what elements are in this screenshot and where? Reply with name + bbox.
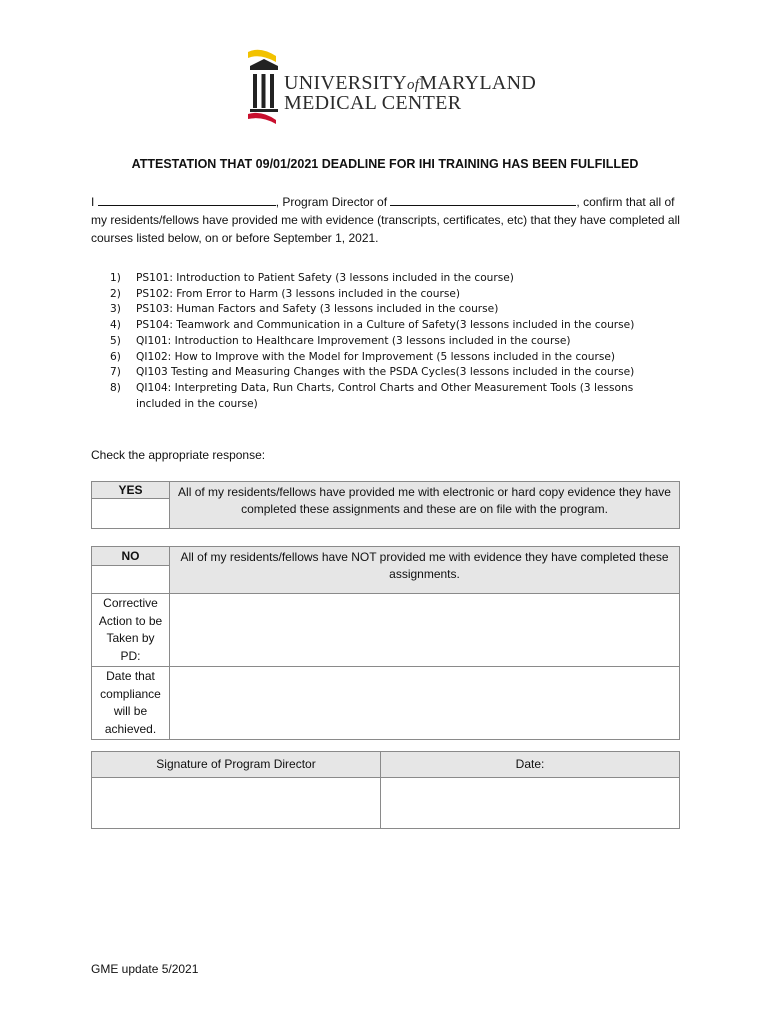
- compliance-date-field[interactable]: [170, 667, 680, 740]
- course-number: 5): [110, 334, 121, 347]
- course-item: [110, 287, 680, 303]
- signature-label: Signature of Program Director: [92, 752, 381, 778]
- date-field[interactable]: [381, 778, 680, 829]
- compliance-date-label: Date that compliance will be achieved.: [92, 667, 170, 740]
- no-description: All of my residents/fellows have NOT provided me with evidence they have completed these assignments.: [170, 547, 680, 594]
- course-item: [110, 271, 680, 287]
- course-text: QI101: Introduction to Healthcare Improvement (3 lessons included in the course): [136, 334, 571, 347]
- date-label: Date:: [381, 752, 680, 778]
- logo-wordmark-line1: UNIVERSITYofMARYLAND: [284, 72, 537, 94]
- course-text: PS103: Human Factors and Safety (3 lessons included in the course): [136, 303, 499, 316]
- course-item: [110, 350, 680, 366]
- footer-note: GME update 5/2021: [91, 962, 199, 976]
- course-number: 3): [110, 303, 121, 316]
- course-text: PS104: Teamwork and Communication in a Culture of Safety(3 lessons included in the course): [136, 319, 635, 332]
- course-number: 1): [110, 272, 121, 284]
- course-item: [110, 381, 680, 412]
- course-text: PS102: From Error to Harm (3 lessons included in the course): [136, 287, 461, 300]
- course-item: [110, 365, 680, 381]
- corrective-action-field[interactable]: [170, 594, 680, 667]
- program-blank-line[interactable]: [390, 194, 576, 206]
- corrective-action-label: Corrective Action to be Taken by PD:: [92, 594, 170, 667]
- document-title: ATTESTATION THAT 09/01/2021 DEADLINE FOR IHI TRAINING HAS BEEN FULFILLED: [131, 157, 639, 171]
- attestation-statement: I , Program Director of , confirm that all of my residents/fellows have provided me with evidence (transcripts, certificates, etc) that they have completed all courses listed below, on or before September 1, 2021.: [91, 195, 680, 245]
- signature-table: [91, 751, 680, 829]
- yes-description: All of my residents/fellows have provided me with electronic or hard copy evidence they have completed these assignments and these are on file with the program.: [170, 482, 680, 529]
- yes-response-table: [91, 481, 680, 529]
- course-text: PS101: Introduction to Patient Safety (3 lessons included in the course): [136, 272, 514, 284]
- course-text: QI103 Testing and Measuring Changes with the PSDA Cycles(3 lessons included in the course): [136, 366, 635, 379]
- course-item: [110, 302, 680, 318]
- course-number: 6): [110, 350, 121, 363]
- signature-field[interactable]: [92, 778, 381, 829]
- course-number: 2): [110, 287, 121, 300]
- course-number: 4): [110, 319, 121, 332]
- name-blank-line[interactable]: [98, 194, 276, 206]
- no-response-table: [91, 546, 680, 740]
- logo-wordmark-line2: MEDICAL CENTER: [284, 92, 462, 114]
- no-checkbox[interactable]: [92, 566, 170, 594]
- course-number: 8): [110, 381, 121, 394]
- course-list: [110, 271, 680, 412]
- course-number: 7): [110, 366, 121, 379]
- check-instruction: Check the appropriate response:: [91, 448, 266, 462]
- yes-label: YES: [92, 482, 170, 499]
- course-item: [110, 334, 680, 350]
- course-item: [110, 318, 680, 334]
- course-text: QI104: Interpreting Data, Run Charts, Control Charts and Other Measurement Tools (3 lessons included in the course): [136, 381, 634, 410]
- no-label: NO: [92, 547, 170, 566]
- yes-checkbox[interactable]: [92, 499, 170, 529]
- course-text: QI102: How to Improve with the Model for Improvement (5 lessons included in the course): [136, 350, 615, 363]
